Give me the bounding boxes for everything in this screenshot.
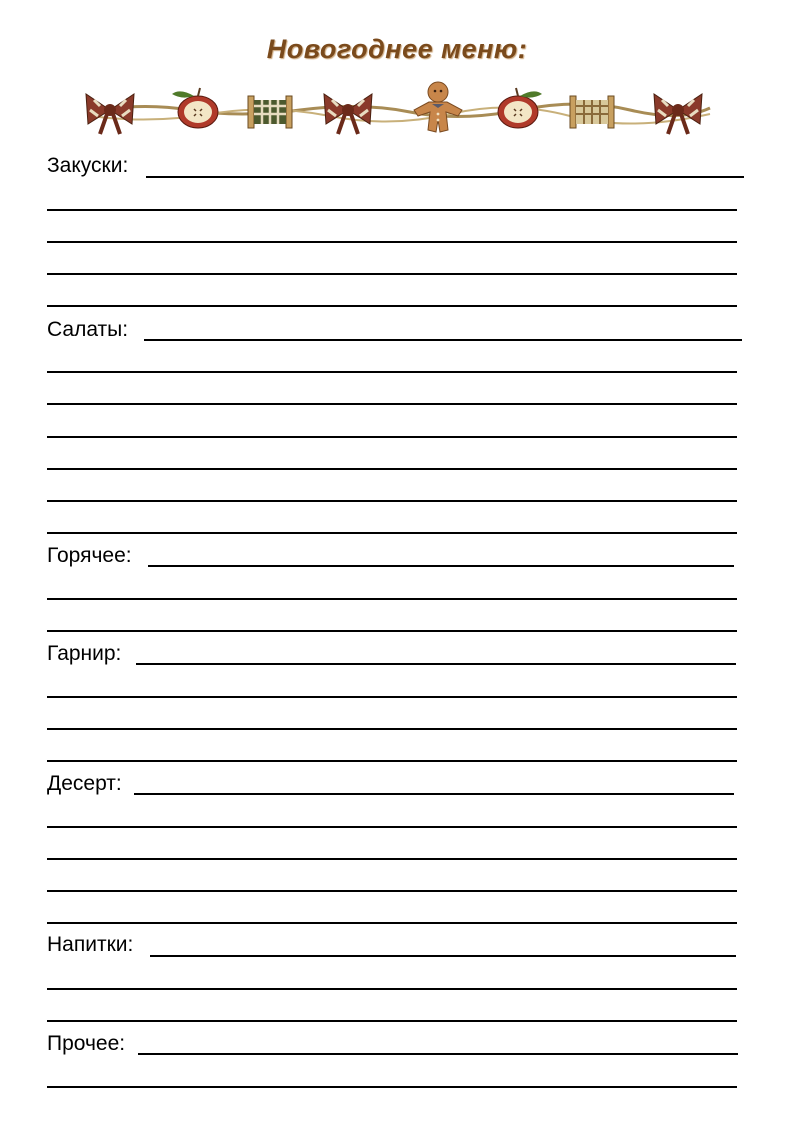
- gingerbread-man-icon: [414, 82, 462, 132]
- checkered-bow-icon: [324, 94, 372, 134]
- write-line[interactable]: [47, 988, 737, 990]
- spool-icon: [570, 96, 614, 128]
- write-line[interactable]: [47, 209, 737, 211]
- write-line[interactable]: [47, 1086, 737, 1088]
- write-line[interactable]: [47, 890, 737, 892]
- write-line[interactable]: [47, 403, 737, 405]
- write-line-salads-inline[interactable]: [144, 339, 742, 341]
- section-label-dessert: Десерт:: [47, 772, 122, 795]
- write-line[interactable]: [47, 598, 737, 600]
- write-line-dessert-inline[interactable]: [134, 793, 734, 795]
- checkered-bow-icon: [86, 94, 134, 134]
- write-line[interactable]: [47, 826, 737, 828]
- spool-icon: [248, 96, 292, 128]
- write-line-hot-inline[interactable]: [148, 565, 734, 567]
- write-line[interactable]: [47, 532, 737, 534]
- write-line[interactable]: [47, 273, 737, 275]
- write-line-appetizers-inline[interactable]: [146, 176, 744, 178]
- write-line[interactable]: [47, 371, 737, 373]
- write-line[interactable]: [47, 241, 737, 243]
- write-line[interactable]: [47, 728, 737, 730]
- section-label-side: Гарнир:: [47, 642, 122, 665]
- write-line[interactable]: [47, 858, 737, 860]
- write-line[interactable]: [47, 696, 737, 698]
- write-line[interactable]: [47, 922, 737, 924]
- write-line-drinks-inline[interactable]: [150, 955, 736, 957]
- apple-slice-icon: [498, 88, 542, 128]
- write-line[interactable]: [47, 1020, 737, 1022]
- write-line[interactable]: [47, 468, 737, 470]
- write-line[interactable]: [47, 500, 737, 502]
- write-line[interactable]: [47, 760, 737, 762]
- apple-slice-icon: [172, 88, 218, 128]
- write-line[interactable]: [47, 630, 737, 632]
- page-title: Новогоднее меню:: [266, 34, 528, 64]
- section-label-drinks: Напитки:: [47, 933, 134, 956]
- write-line-other-inline[interactable]: [138, 1053, 738, 1055]
- section-label-appetizers: Закуски:: [47, 154, 129, 177]
- write-line-side-inline[interactable]: [136, 663, 736, 665]
- section-label-salads: Салаты:: [47, 318, 129, 341]
- write-line[interactable]: [47, 305, 737, 307]
- write-line[interactable]: [47, 436, 737, 438]
- section-label-hot: Горячее:: [47, 544, 132, 567]
- garland-decoration: [80, 80, 720, 140]
- checkered-bow-icon: [654, 94, 702, 134]
- section-label-other: Прочее:: [47, 1032, 126, 1055]
